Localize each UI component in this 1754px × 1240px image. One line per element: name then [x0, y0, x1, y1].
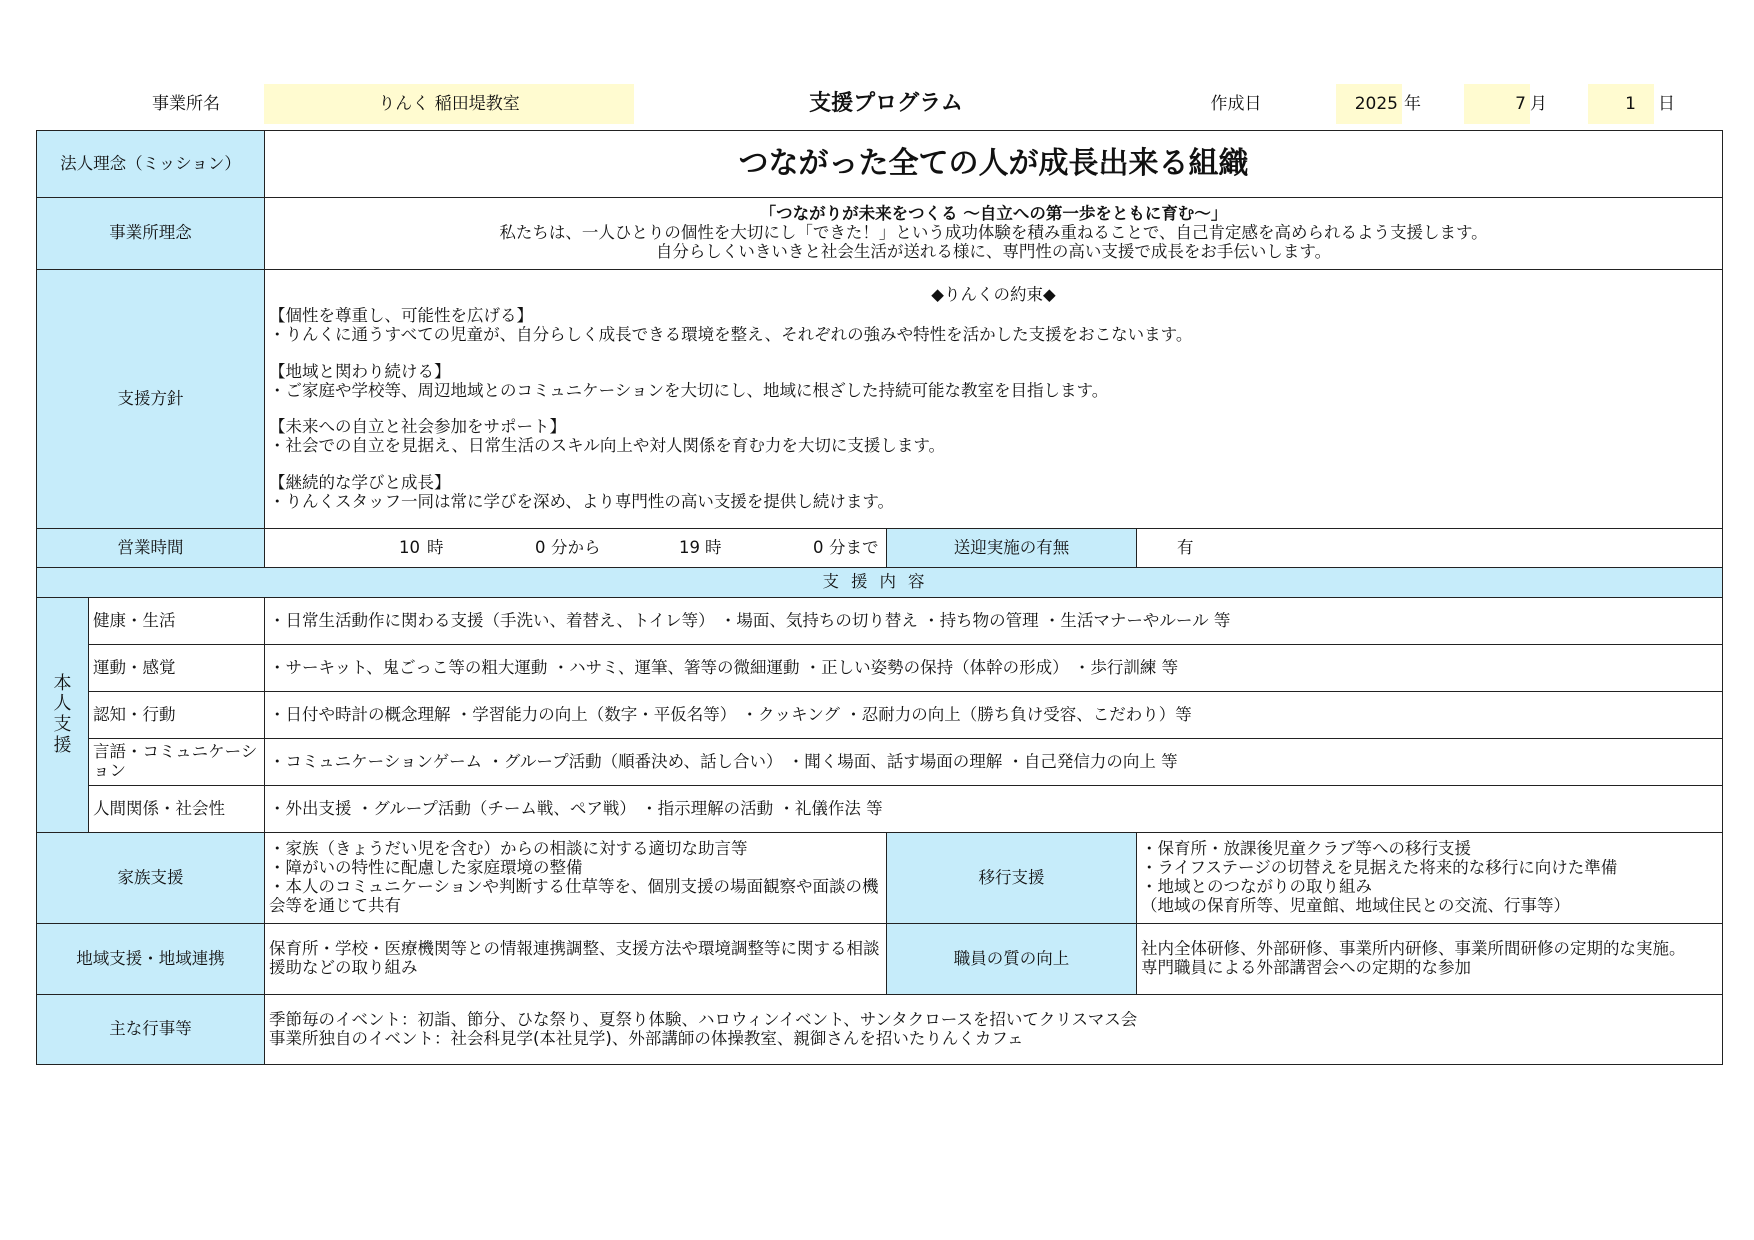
- hours-row: [37, 529, 1723, 568]
- staff-quality-text: [1137, 924, 1723, 995]
- transition-support-label: 移行支援: [887, 833, 1137, 924]
- family-support-line: ・障がいの特性に配慮した家庭環境の整備: [269, 858, 583, 878]
- office-philosophy-row: [37, 198, 1723, 270]
- support-row-label: 言語・コミュニケーション: [89, 739, 265, 786]
- from-text: 分から: [551, 538, 601, 557]
- events-label: 主な行事等: [37, 995, 265, 1065]
- hours-label: 営業時間: [37, 529, 265, 568]
- staff-quality-label: 職員の質の向上: [887, 924, 1137, 995]
- support-row-label: 健康・生活: [89, 598, 265, 645]
- policy-item: [269, 307, 1718, 345]
- support-row-label: 人間関係・社会性: [89, 786, 265, 833]
- philosophy-line: 私たちは、一人ひとりの個性を大切にし「できた！」という成功体験を積み重ねることで、自己肯定感を高められるよう支援します。: [499, 223, 1488, 243]
- support-row-label: 運動・感覚: [89, 645, 265, 692]
- support-row-text: ・外出支援 ・グループ活動（チーム戦、ペア戦） ・指示理解の活動 ・礼儀作法 等: [265, 786, 1723, 833]
- end-minute[interactable]: 0: [813, 538, 824, 557]
- community-support-text: 保育所・学校・医療機関等との情報連携調整、支援方法や環境調整等に関する相談援助などの取り組み: [265, 924, 887, 995]
- hour-unit: 時: [427, 538, 444, 557]
- policy-heading: ◆りんくの約束◆: [931, 284, 1056, 304]
- transition-support-line: （地域の保育所等、児童館、地域住民との交流、行事等）: [1141, 895, 1570, 915]
- family-support-line: ・本人のコミュニケーションや判断する仕草等を、個別支援の場面観察や面談の機会等を通じて共有: [269, 877, 879, 915]
- support-row-text: ・日常生活動作に関わる支援（手洗い、着替え、トイレ等） ・場面、気持ちの切り替え ・持ち物の管理 ・生活マナーやルール 等: [265, 598, 1723, 645]
- philosophy-line: 自分らしくいきいきと社会生活が送れる様に、専門性の高い支援で成長をお手伝いします。: [655, 241, 1332, 261]
- philosophy-title: 「つながりが未来をつくる ～自立への第一歩をともに育む～」: [759, 204, 1228, 224]
- policy-item-title: 【個性を尊重し、可能性を広げる】: [269, 305, 533, 325]
- mission-label: 法人理念（ミッション）: [37, 131, 265, 198]
- month-unit: 月: [1530, 94, 1547, 114]
- policy-item-title: 【継続的な学びと成長】: [269, 473, 451, 493]
- policy-item-text: ・りんくスタッフ一同は常に学びを深め、より専門性の高い支援を提供し続けます。: [269, 492, 895, 512]
- document-header: [36, 84, 1720, 126]
- policy-row: [37, 270, 1723, 529]
- policy-item-title: 【未来への自立と社会参加をサポート】: [269, 417, 566, 437]
- events-line: 事業所独自のイベント：社会科見学(本社見学)、外部講師の体操教室、親御さんを招いたりんくカフェ: [269, 1028, 1024, 1048]
- events-line: 季節毎のイベント：初詣、節分、ひな祭り、夏祭り体験、ハロウィンイベント、サンタクロースを招いてクリスマス会: [269, 1009, 1138, 1029]
- policy-item: [269, 474, 1718, 512]
- transition-support-line: ・保育所・放課後児童クラブ等への移行支援: [1141, 839, 1471, 859]
- day-unit: 日: [1658, 94, 1675, 114]
- support-program-table: [36, 130, 1723, 1065]
- support-content-title: 支援内容: [37, 568, 1723, 598]
- policy-item: [269, 418, 1718, 456]
- staff-quality-line: 専門職員による外部講習会への定期的な参加: [1141, 958, 1471, 977]
- events-text: [265, 995, 1723, 1065]
- support-row-label: 認知・行動: [89, 692, 265, 739]
- support-row: [37, 739, 1723, 786]
- community-staff-row: [37, 924, 1723, 995]
- individual-support-text: 本人支援: [53, 672, 72, 756]
- office-philosophy-text: [265, 198, 1723, 270]
- support-row: [37, 692, 1723, 739]
- individual-support-label: [37, 598, 89, 833]
- office-name-field[interactable]: りんく 稲田堤教室: [264, 84, 634, 124]
- family-support-text: [265, 833, 887, 924]
- support-row: [37, 786, 1723, 833]
- policy-item-text: ・りんくに通うすべての児童が、自分らしく成長できる環境を整え、それぞれの強みや特性を活かした支援をおこないます。: [269, 324, 1193, 344]
- policy-item-title: 【地域と関わり続ける】: [269, 361, 451, 381]
- mission-row: [37, 131, 1723, 198]
- support-row-text: ・サーキット、鬼ごっこ等の粗大運動 ・ハサミ、運筆、箸等の微細運動 ・正しい姿勢の保持（体幹の形成） ・歩行訓練 等: [265, 645, 1723, 692]
- support-content-header-row: [37, 568, 1723, 598]
- hour-unit: 時: [705, 538, 722, 557]
- year-field[interactable]: 2025: [1336, 84, 1402, 124]
- transition-support-text: [1137, 833, 1723, 924]
- family-support-label: 家族支援: [37, 833, 265, 924]
- support-row: [37, 645, 1723, 692]
- staff-quality-line: 社内全体研修、外部研修、事業所内研修、事業所間研修の定期的な実施。: [1141, 939, 1686, 959]
- policy-text: [265, 270, 1723, 529]
- policy-item-text: ・社会での自立を見据え、日常生活のスキル向上や対人関係を育む力を大切に支援します。: [269, 436, 946, 456]
- transition-support-line: ・地域とのつながりの取り組み: [1141, 877, 1372, 896]
- day-field[interactable]: 1: [1588, 84, 1654, 124]
- policy-item-text: ・ご家庭や学校等、周辺地域とのコミュニケーションを大切にし、地域に根ざした持続可能な教室を目指します。: [269, 380, 1109, 400]
- page-title: 支援プログラム: [809, 91, 963, 116]
- transition-support-line: ・ライフステージの切替えを見据えた将来的な移行に向けた準備: [1141, 858, 1618, 878]
- start-minute[interactable]: 0: [535, 538, 546, 557]
- policy-item: [269, 363, 1718, 401]
- support-row-text: ・日付や時計の概念理解 ・学習能力の向上（数字・平仮名等） ・クッキング ・忍耐力の向上（勝ち負け受容、こだわり）等: [265, 692, 1723, 739]
- support-row: [37, 598, 1723, 645]
- until-text: 分まで: [829, 538, 879, 557]
- events-row: [37, 995, 1723, 1065]
- community-support-label: 地域支援・地域連携: [37, 924, 265, 995]
- transport-value[interactable]: 有: [1137, 529, 1723, 568]
- transport-label: 送迎実施の有無: [887, 529, 1137, 568]
- mission-text: つながった全ての人が成長出来る組織: [265, 131, 1723, 198]
- start-hour[interactable]: 10: [399, 538, 420, 557]
- month-field[interactable]: 7: [1464, 84, 1530, 124]
- family-transition-row: [37, 833, 1723, 924]
- office-philosophy-label: 事業所理念: [37, 198, 265, 270]
- policy-label: 支援方針: [37, 270, 265, 529]
- family-support-line: ・家族（きょうだい児を含む）からの相談に対する適切な助言等: [269, 839, 748, 859]
- support-row-text: ・コミュニケーションゲーム ・グループ活動（順番決め、話し合い） ・聞く場面、話す場面の理解 ・自己発信力の向上 等: [265, 739, 1723, 786]
- creation-date-label: 作成日: [1210, 94, 1262, 114]
- year-unit: 年: [1404, 94, 1421, 114]
- office-name-label: 事業所名: [152, 94, 220, 114]
- end-hour[interactable]: 19: [679, 538, 700, 557]
- hours-value: [265, 529, 887, 568]
